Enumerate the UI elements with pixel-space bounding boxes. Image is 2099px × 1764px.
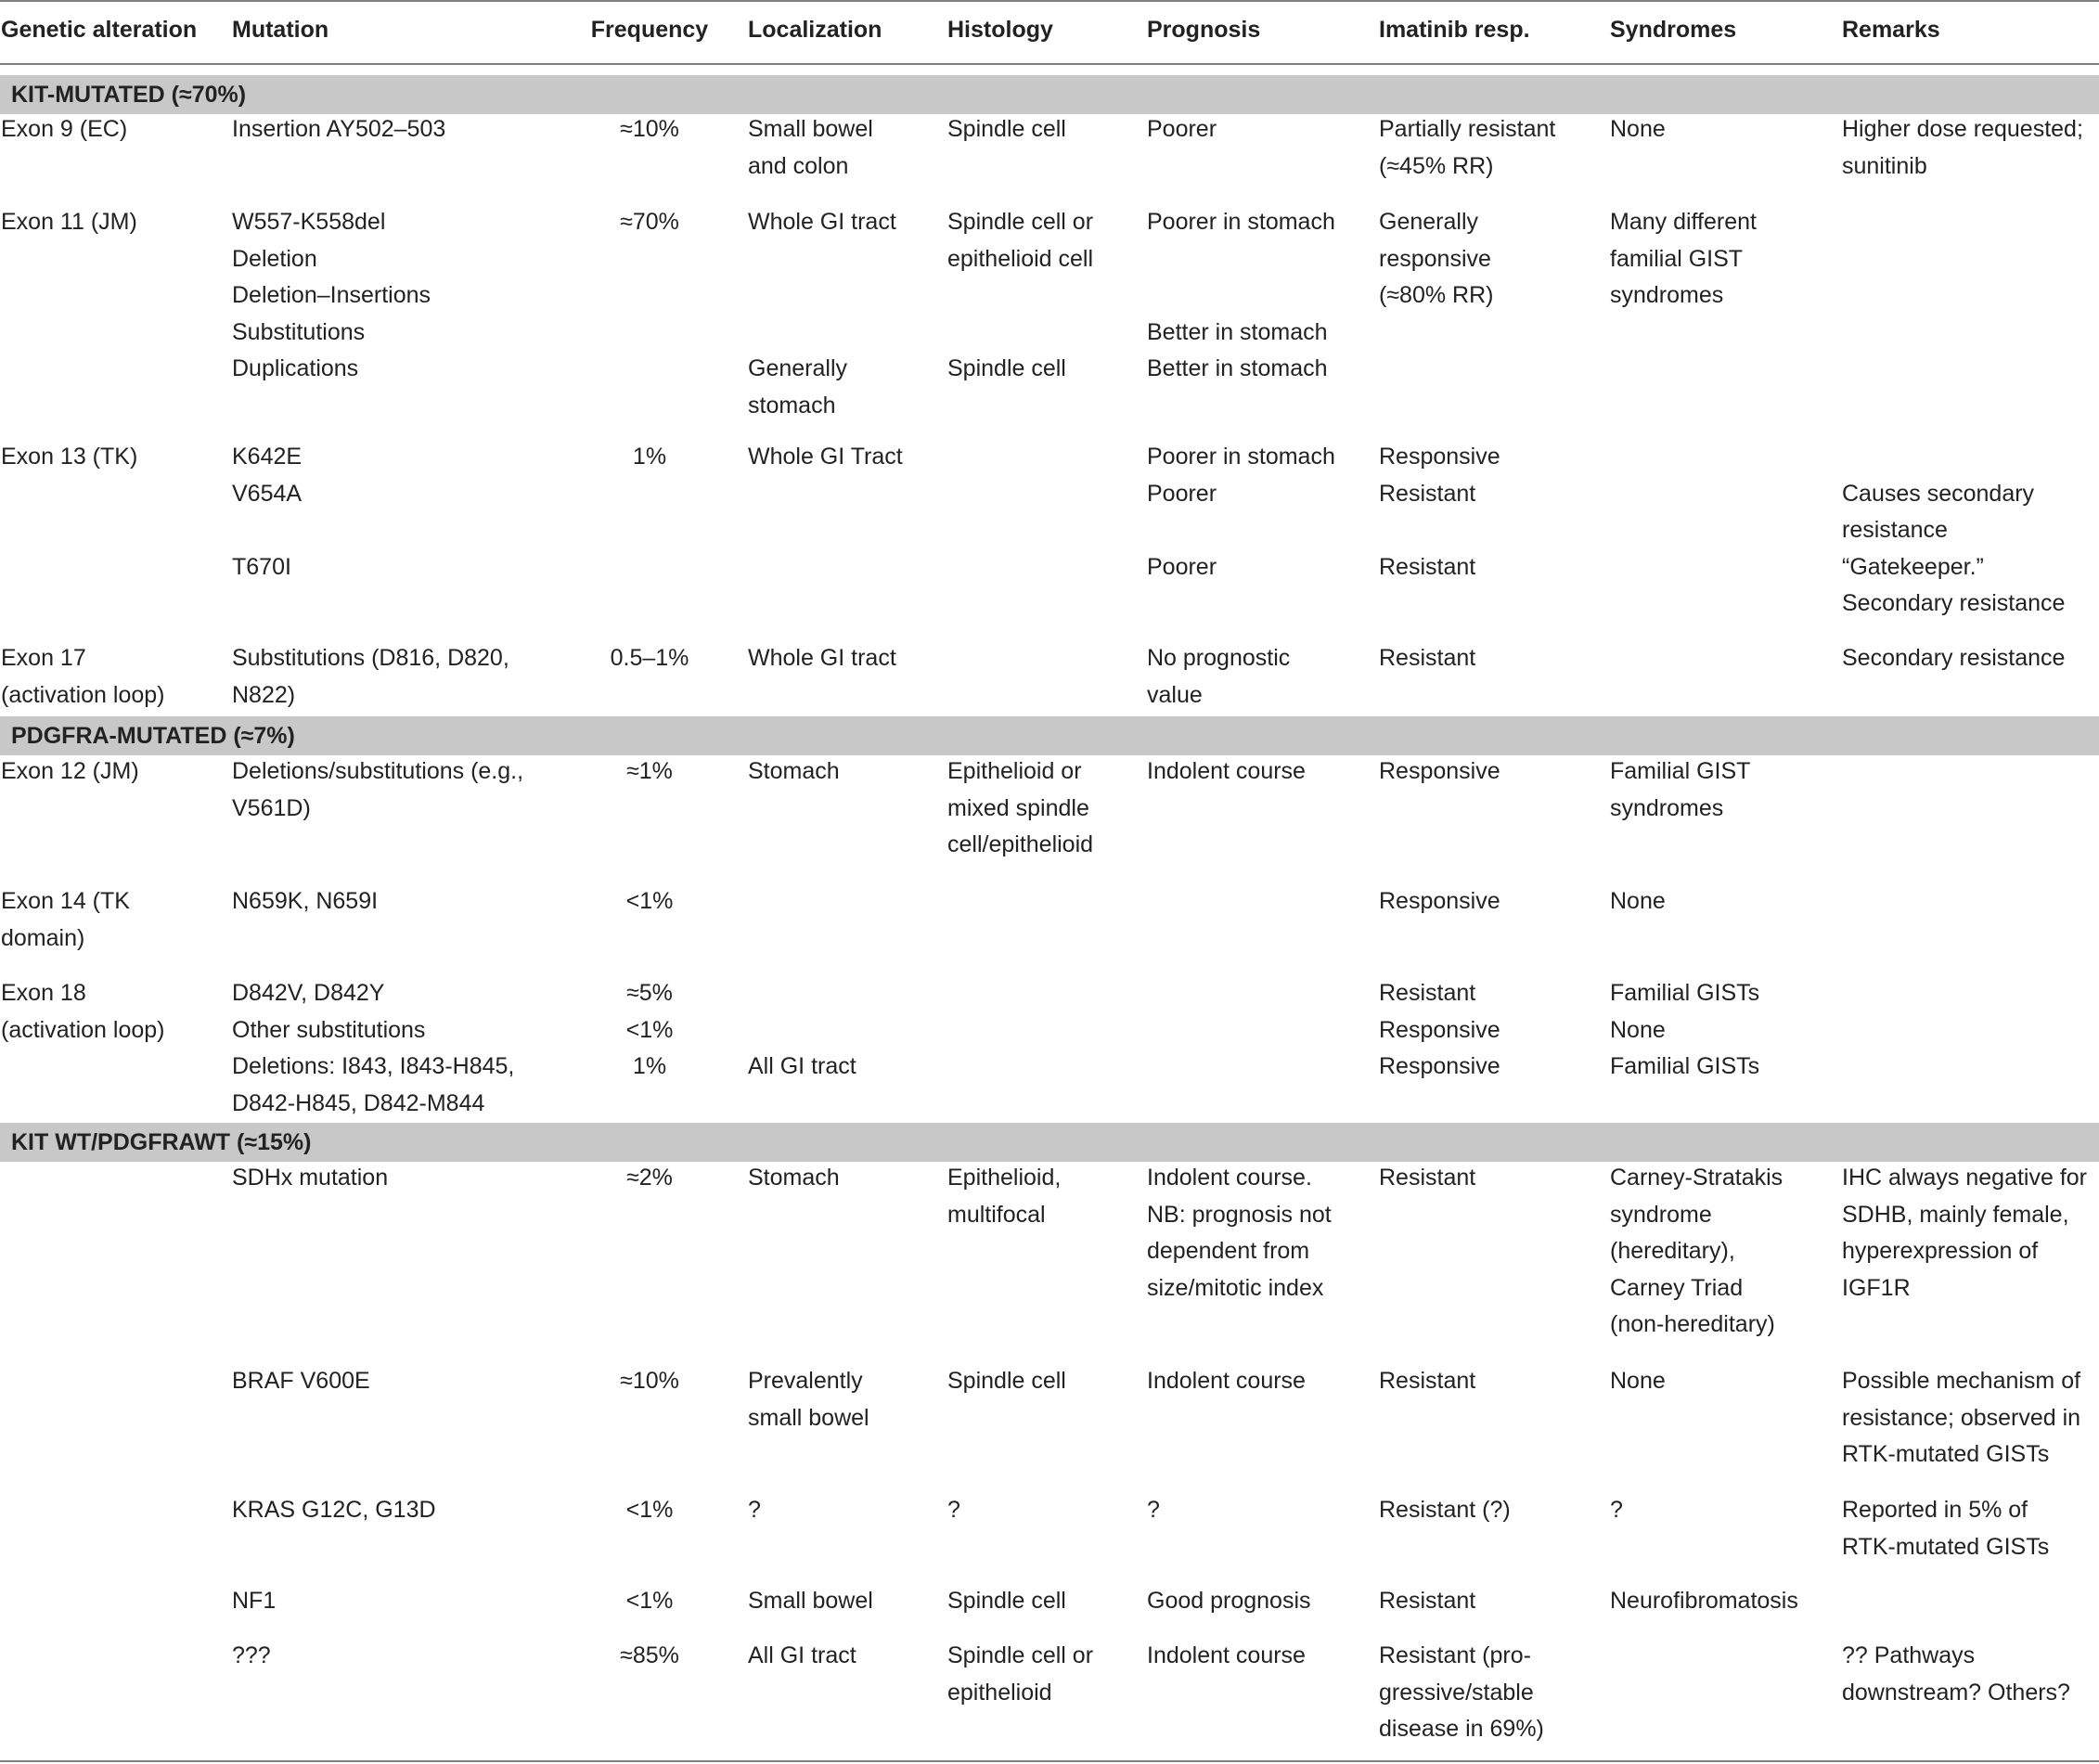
- cell-histology: Spindle cell or: [947, 1642, 1094, 1668]
- section-label: PDGFRA-MUTATED (≈7%): [11, 723, 295, 749]
- cell-mutation: Insertion AY502–503: [232, 116, 446, 142]
- column-header-prognosis: Prognosis: [1147, 17, 1261, 43]
- cell-genetic-alteration: Exon 9 (EC): [1, 116, 128, 142]
- cell-histology: Spindle cell: [947, 355, 1066, 382]
- cell-localization: ?: [748, 1497, 761, 1523]
- cell-remarks: downstream? Others?: [1842, 1679, 2070, 1706]
- cell-genetic-alteration: (activation loop): [1, 681, 165, 708]
- cell-histology: Spindle cell: [947, 1588, 1066, 1614]
- cell-syndromes: Many different: [1610, 209, 1757, 235]
- cell-frequency: ≈5%: [626, 980, 673, 1006]
- cell-genetic-alteration: Exon 14 (TK: [1, 888, 130, 914]
- cell-remarks: SDHB, mainly female,: [1842, 1201, 2069, 1228]
- cell-histology: ?: [947, 1497, 960, 1523]
- cell-remarks: IHC always negative for: [1842, 1165, 2088, 1191]
- cell-imatinib-resp: Resistant: [1379, 1588, 1476, 1614]
- cell-remarks: “Gatekeeper.”: [1842, 553, 1984, 580]
- section-band: [0, 75, 2099, 114]
- cell-prognosis: Good prognosis: [1147, 1588, 1311, 1614]
- cell-genetic-alteration: Exon 17: [1, 645, 86, 671]
- cell-remarks: RTK-mutated GISTs: [1842, 1533, 2050, 1560]
- cell-histology: Epithelioid,: [947, 1165, 1062, 1191]
- cell-mutation: T670I: [232, 553, 291, 580]
- cell-localization: Prevalently: [748, 1368, 863, 1394]
- cell-mutation: V561D): [232, 794, 311, 821]
- cell-prognosis: ?: [1147, 1497, 1160, 1523]
- cell-syndromes: Familial GISTs: [1610, 980, 1760, 1006]
- cell-syndromes: syndromes: [1610, 794, 1724, 821]
- section-label: KIT-MUTATED (≈70%): [11, 82, 247, 108]
- cell-mutation: Substitutions (D816, D820,: [232, 645, 509, 671]
- cell-imatinib-resp: Responsive: [1379, 444, 1500, 470]
- cell-prognosis: Poorer: [1147, 116, 1217, 142]
- cell-genetic-alteration: Exon 11 (JM): [1, 209, 137, 235]
- cell-prognosis: value: [1147, 681, 1203, 708]
- cell-genetic-alteration: Exon 12 (JM): [1, 758, 139, 784]
- cell-frequency: <1%: [625, 1016, 674, 1043]
- cell-prognosis: Poorer: [1147, 553, 1217, 580]
- cell-frequency: <1%: [625, 1497, 674, 1523]
- cell-syndromes: syndrome: [1610, 1201, 1712, 1228]
- cell-frequency: ≈2%: [626, 1165, 673, 1191]
- cell-mutation: N659K, N659I: [232, 888, 379, 914]
- column-header-histology: Histology: [947, 17, 1053, 43]
- column-header-mutation: Mutation: [232, 17, 329, 43]
- cell-frequency: 0.5–1%: [610, 645, 689, 671]
- cell-mutation: SDHx mutation: [232, 1165, 389, 1191]
- cell-mutation: NF1: [232, 1588, 277, 1614]
- column-header-syndromes: Syndromes: [1610, 17, 1737, 43]
- cell-syndromes: Neurofibromatosis: [1610, 1588, 1798, 1614]
- cell-prognosis: Poorer: [1147, 480, 1217, 507]
- column-header-frequency: Frequency: [590, 17, 709, 43]
- cell-imatinib-resp: Resistant: [1379, 1368, 1476, 1394]
- cell-prognosis: Indolent course: [1147, 1368, 1306, 1394]
- cell-remarks: resistance: [1842, 517, 1948, 544]
- cell-syndromes: Familial GIST: [1610, 758, 1751, 784]
- cell-imatinib-resp: Responsive: [1379, 758, 1500, 784]
- cell-histology: Epithelioid or: [947, 758, 1082, 784]
- cell-localization: All GI tract: [748, 1053, 856, 1080]
- section-band: [0, 1123, 2099, 1162]
- column-header-remarks: Remarks: [1842, 17, 1940, 43]
- table-top-rule: [0, 0, 2099, 2]
- cell-histology: mixed spindle: [947, 794, 1089, 821]
- section-band: [0, 716, 2099, 755]
- column-header-imatinib-resp: Imatinib resp.: [1379, 17, 1530, 43]
- cell-imatinib-resp: (≈45% RR): [1379, 152, 1494, 179]
- cell-syndromes: familial GIST: [1610, 245, 1744, 272]
- cell-prognosis: dependent from: [1147, 1238, 1310, 1265]
- cell-imatinib-resp: Responsive: [1379, 1053, 1500, 1080]
- cell-prognosis: Indolent course: [1147, 1642, 1306, 1668]
- cell-mutation: Deletions/substitutions (e.g.,: [232, 758, 524, 784]
- header-rule: [0, 63, 2099, 65]
- cell-remarks: Higher dose requested;: [1842, 116, 2083, 142]
- cell-prognosis: Indolent course.: [1147, 1165, 1312, 1191]
- cell-genetic-alteration: (activation loop): [1, 1016, 165, 1043]
- cell-remarks: resistance; observed in: [1842, 1404, 2081, 1431]
- cell-remarks: Reported in 5% of: [1842, 1497, 2028, 1523]
- cell-frequency: 1%: [632, 1053, 667, 1080]
- cell-mutation: KRAS G12C, G13D: [232, 1497, 436, 1523]
- cell-localization: Stomach: [748, 1165, 840, 1191]
- cell-histology: Spindle cell: [947, 116, 1066, 142]
- cell-syndromes: (hereditary),: [1610, 1238, 1735, 1265]
- cell-mutation: N822): [232, 681, 296, 708]
- cell-syndromes: Carney-Stratakis: [1610, 1165, 1784, 1191]
- cell-frequency: 1%: [632, 444, 667, 470]
- cell-histology: epithelioid cell: [947, 245, 1094, 272]
- cell-imatinib-resp: disease in 69%): [1379, 1716, 1544, 1743]
- cell-frequency: <1%: [625, 1588, 674, 1614]
- cell-imatinib-resp: responsive: [1379, 245, 1491, 272]
- cell-mutation: BRAF V600E: [232, 1368, 370, 1394]
- cell-mutation: Duplications: [232, 355, 359, 382]
- cell-mutation: V654A: [232, 480, 303, 507]
- cell-imatinib-resp: Responsive: [1379, 1016, 1500, 1043]
- cell-localization: Generally: [748, 355, 847, 382]
- cell-syndromes: Carney Triad: [1610, 1274, 1744, 1301]
- cell-remarks: RTK-mutated GISTs: [1842, 1441, 2050, 1468]
- cell-localization: Small bowel: [748, 1588, 873, 1614]
- cell-syndromes: None: [1610, 1016, 1666, 1043]
- cell-syndromes: Familial GISTs: [1610, 1053, 1760, 1080]
- table-bottom-rule: [0, 1760, 2099, 1762]
- cell-genetic-alteration: Exon 13 (TK): [1, 444, 138, 470]
- cell-genetic-alteration: domain): [1, 924, 85, 951]
- cell-histology: cell/epithelioid: [947, 831, 1094, 858]
- cell-localization: Whole GI tract: [748, 645, 896, 671]
- cell-histology: Spindle cell or: [947, 209, 1094, 235]
- cell-mutation: Deletion–Insertions: [232, 282, 431, 309]
- cell-mutation: Deletions: I843, I843-H845,: [232, 1053, 515, 1080]
- cell-mutation: Other substitutions: [232, 1016, 426, 1043]
- cell-remarks: Possible mechanism of: [1842, 1368, 2081, 1394]
- cell-prognosis: No prognostic: [1147, 645, 1291, 671]
- cell-prognosis: Better in stomach: [1147, 355, 1328, 382]
- cell-remarks: Secondary resistance: [1842, 590, 2066, 617]
- cell-localization: stomach: [748, 393, 836, 418]
- cell-histology: Spindle cell: [947, 1368, 1066, 1394]
- cell-imatinib-resp: Resistant: [1379, 645, 1476, 671]
- cell-frequency: ≈85%: [620, 1642, 679, 1668]
- cell-prognosis: Poorer in stomach: [1147, 209, 1335, 235]
- cell-mutation: D842V, D842Y: [232, 980, 385, 1006]
- cell-prognosis: Better in stomach: [1147, 318, 1328, 345]
- cell-mutation: Substitutions: [232, 318, 366, 345]
- cell-histology: multifocal: [947, 1201, 1046, 1228]
- column-header-genetic-alteration: Genetic alteration: [1, 17, 198, 43]
- cell-syndromes: syndromes: [1610, 282, 1724, 309]
- cell-syndromes: None: [1610, 116, 1666, 142]
- cell-syndromes: None: [1610, 1368, 1666, 1394]
- cell-localization: Small bowel: [748, 116, 873, 142]
- cell-imatinib-resp: (≈80% RR): [1379, 282, 1494, 309]
- cell-mutation: W557-K558del: [232, 209, 386, 235]
- cell-remarks: ?? Pathways: [1842, 1642, 1976, 1668]
- column-header-localization: Localization: [748, 17, 882, 43]
- cell-imatinib-resp: Resistant: [1379, 553, 1476, 580]
- cell-localization: Whole GI tract: [748, 209, 896, 235]
- cell-imatinib-resp: Generally: [1379, 209, 1478, 235]
- cell-genetic-alteration: Exon 18: [1, 980, 86, 1006]
- cell-localization: and colon: [748, 152, 849, 179]
- cell-prognosis: Poorer in stomach: [1147, 444, 1335, 470]
- cell-imatinib-resp: gressive/stable: [1379, 1679, 1534, 1706]
- cell-remarks: Causes secondary: [1842, 480, 2035, 507]
- cell-prognosis: size/mitotic index: [1147, 1274, 1324, 1301]
- cell-remarks: IGF1R: [1842, 1274, 1911, 1301]
- cell-frequency: <1%: [625, 888, 674, 914]
- cell-frequency: ≈70%: [620, 209, 679, 235]
- cell-imatinib-resp: Resistant (?): [1379, 1497, 1511, 1523]
- cell-mutation: K642E: [232, 444, 303, 470]
- cell-remarks: sunitinib: [1842, 152, 1927, 179]
- cell-remarks: hyperexpression of: [1842, 1238, 2039, 1265]
- cell-localization: Stomach: [748, 758, 840, 784]
- cell-mutation: Deletion: [232, 245, 317, 272]
- cell-frequency: ≈10%: [620, 116, 679, 142]
- cell-imatinib-resp: Resistant: [1379, 980, 1476, 1006]
- cell-syndromes: None: [1610, 888, 1666, 914]
- cell-localization: small bowel: [748, 1404, 869, 1431]
- cell-histology: epithelioid: [947, 1679, 1052, 1706]
- cell-mutation: ???: [232, 1642, 271, 1668]
- cell-frequency: ≈1%: [626, 758, 673, 784]
- cell-frequency: ≈10%: [620, 1368, 679, 1394]
- section-label: KIT WT/PDGFRAWT (≈15%): [11, 1129, 312, 1155]
- cell-localization: Whole GI Tract: [748, 444, 903, 470]
- cell-imatinib-resp: Partially resistant: [1379, 116, 1556, 142]
- cell-localization: All GI tract: [748, 1642, 856, 1668]
- cell-remarks: Secondary resistance: [1842, 645, 2066, 671]
- cell-syndromes: ?: [1610, 1497, 1623, 1523]
- cell-imatinib-resp: Resistant (pro-: [1379, 1642, 1531, 1668]
- cell-imatinib-resp: Resistant: [1379, 1165, 1476, 1191]
- cell-imatinib-resp: Resistant: [1379, 480, 1476, 507]
- cell-mutation: D842-H845, D842-M844: [232, 1089, 485, 1116]
- cell-prognosis: NB: prognosis not: [1147, 1201, 1332, 1228]
- cell-imatinib-resp: Responsive: [1379, 888, 1500, 914]
- cell-prognosis: Indolent course: [1147, 758, 1306, 784]
- cell-syndromes: (non-hereditary): [1610, 1311, 1775, 1338]
